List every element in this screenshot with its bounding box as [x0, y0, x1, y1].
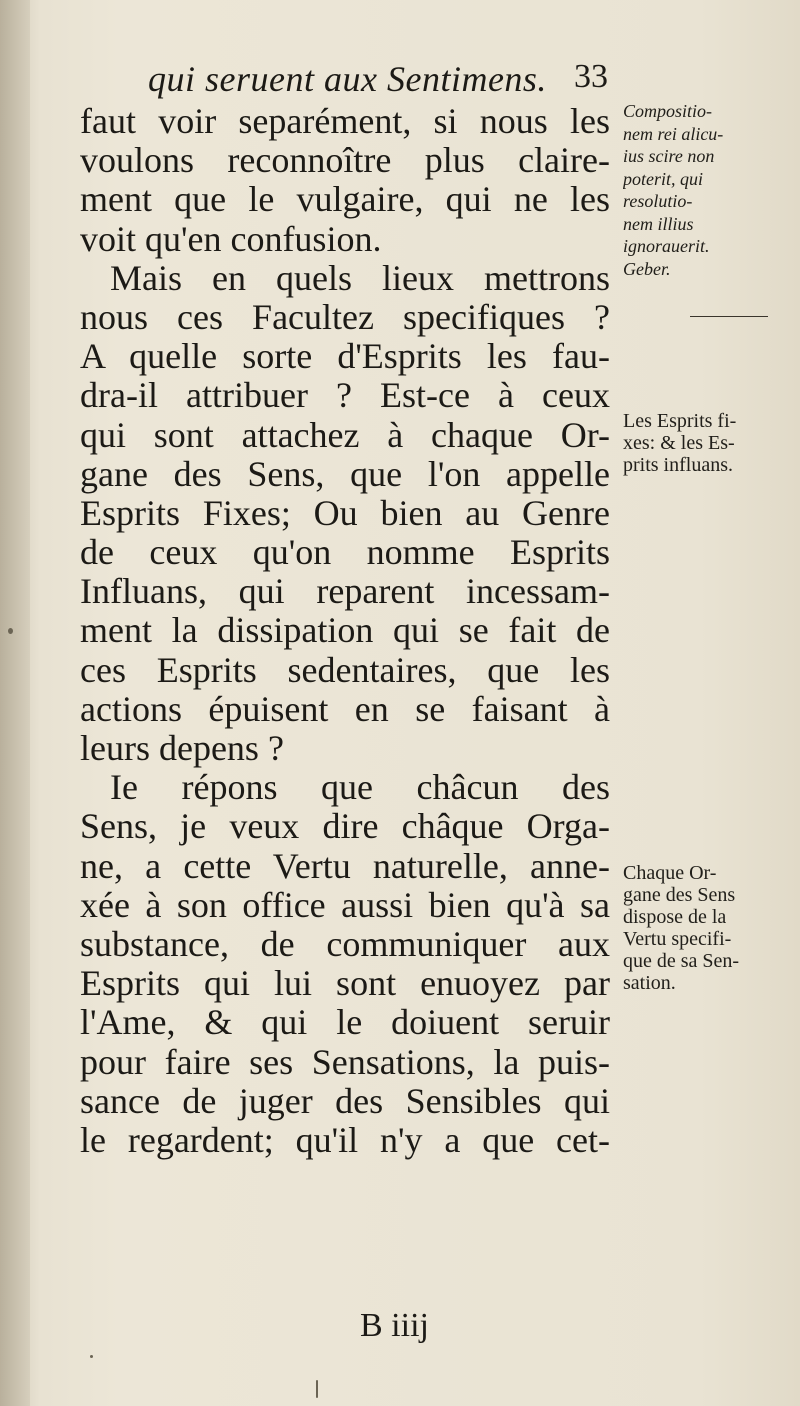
text-line: faut voir separément, si nous les — [80, 102, 610, 141]
text-line: Esprits Fixes; Ou bien au Genre — [80, 493, 610, 533]
page-gutter — [0, 0, 30, 1406]
text-line: leurs depens ? — [80, 729, 284, 768]
text-line: le regardent; qu'il n'y a que cet- — [80, 1120, 610, 1160]
marginal-line: que de sa Sen- — [623, 950, 740, 972]
text-line: ment la dissipation qui se fait de — [80, 611, 610, 651]
marginal-line: poterit, qui — [623, 168, 703, 189]
marginal-line: Les Esprits fi- — [623, 410, 737, 432]
page-number: 33 — [574, 58, 608, 95]
text-line: nous ces Facultez specifiques ? — [80, 297, 610, 337]
marginal-line: prits influans. — [623, 454, 733, 476]
text-line: actions épuisent en se faisant à — [80, 689, 610, 729]
marginal-line: ius scire non — [623, 146, 715, 166]
marginal-note-latin — [623, 100, 791, 280]
marginal-note-esprits — [623, 410, 791, 476]
marginal-line: Vertu specifi- — [623, 928, 732, 950]
text-line: sance de juger des Sensibles qui — [80, 1081, 610, 1121]
marginal-line: gane des Sens — [623, 884, 736, 906]
text-line: Mais en quels lieux mettrons — [110, 258, 610, 298]
marginal-line: ignorauerit. — [623, 236, 710, 256]
text-line: qui sont attachez à chaque Or- — [80, 415, 610, 455]
text-line: dra-il attribuer ? Est-ce à ceux — [80, 376, 610, 416]
marginal-line: resolutio- — [623, 191, 693, 211]
text-line: Influans, qui reparent incessam- — [80, 572, 610, 612]
text-line: l'Ame, & qui le doiuent seruir — [80, 1003, 610, 1043]
marginal-line: Compositio- — [623, 101, 713, 121]
marginal-line: nem rei alicu- — [623, 123, 724, 144]
main-text — [80, 102, 610, 1160]
text-line: gane des Sens, que l'on appelle — [80, 454, 610, 494]
text-line: voulons reconnoître plus claire- — [80, 141, 610, 181]
text-line: pour faire ses Sensations, la puis- — [80, 1042, 610, 1082]
text-line: Esprits qui lui sont enuoyez par — [80, 964, 610, 1004]
text-line: de ceux qu'on nomme Esprits — [80, 533, 610, 573]
text-line: ces Esprits sedentaires, que les — [80, 650, 610, 690]
marginal-note-organe — [623, 862, 791, 994]
text-line: Ie répons que châcun des — [110, 768, 610, 808]
signature-mark: B iiij — [360, 1307, 429, 1344]
paper-speck — [8, 628, 13, 634]
text-line: voit qu'en confusion. — [80, 219, 382, 259]
marginal-line: Chaque Or- — [623, 862, 717, 884]
marginal-line: Geber. — [623, 258, 671, 279]
text-line: A quelle sorte d'Esprits les fau- — [80, 337, 610, 377]
marginal-line: sation. — [623, 972, 676, 994]
text-line: ment que le vulgaire, qui ne les — [80, 180, 610, 220]
text-line: ne, a cette Vertu naturelle, anne- — [80, 846, 610, 886]
text-line: xée à son office aussi bien qu'à sa — [80, 885, 610, 925]
paper-speck — [90, 1355, 93, 1358]
paper-speck — [316, 1380, 318, 1398]
running-title: qui seruent aux Sentimens. — [148, 59, 547, 99]
marginal-line: xes: & les Es- — [623, 432, 735, 454]
marginal-line: nem illius — [623, 213, 694, 234]
marginal-line: dispose de la — [623, 906, 727, 928]
text-line: substance, de communiquer aux — [80, 924, 610, 964]
marginal-rule — [690, 316, 768, 317]
text-line: Sens, je veux dire châque Orga- — [80, 807, 610, 847]
page-header — [148, 58, 608, 108]
